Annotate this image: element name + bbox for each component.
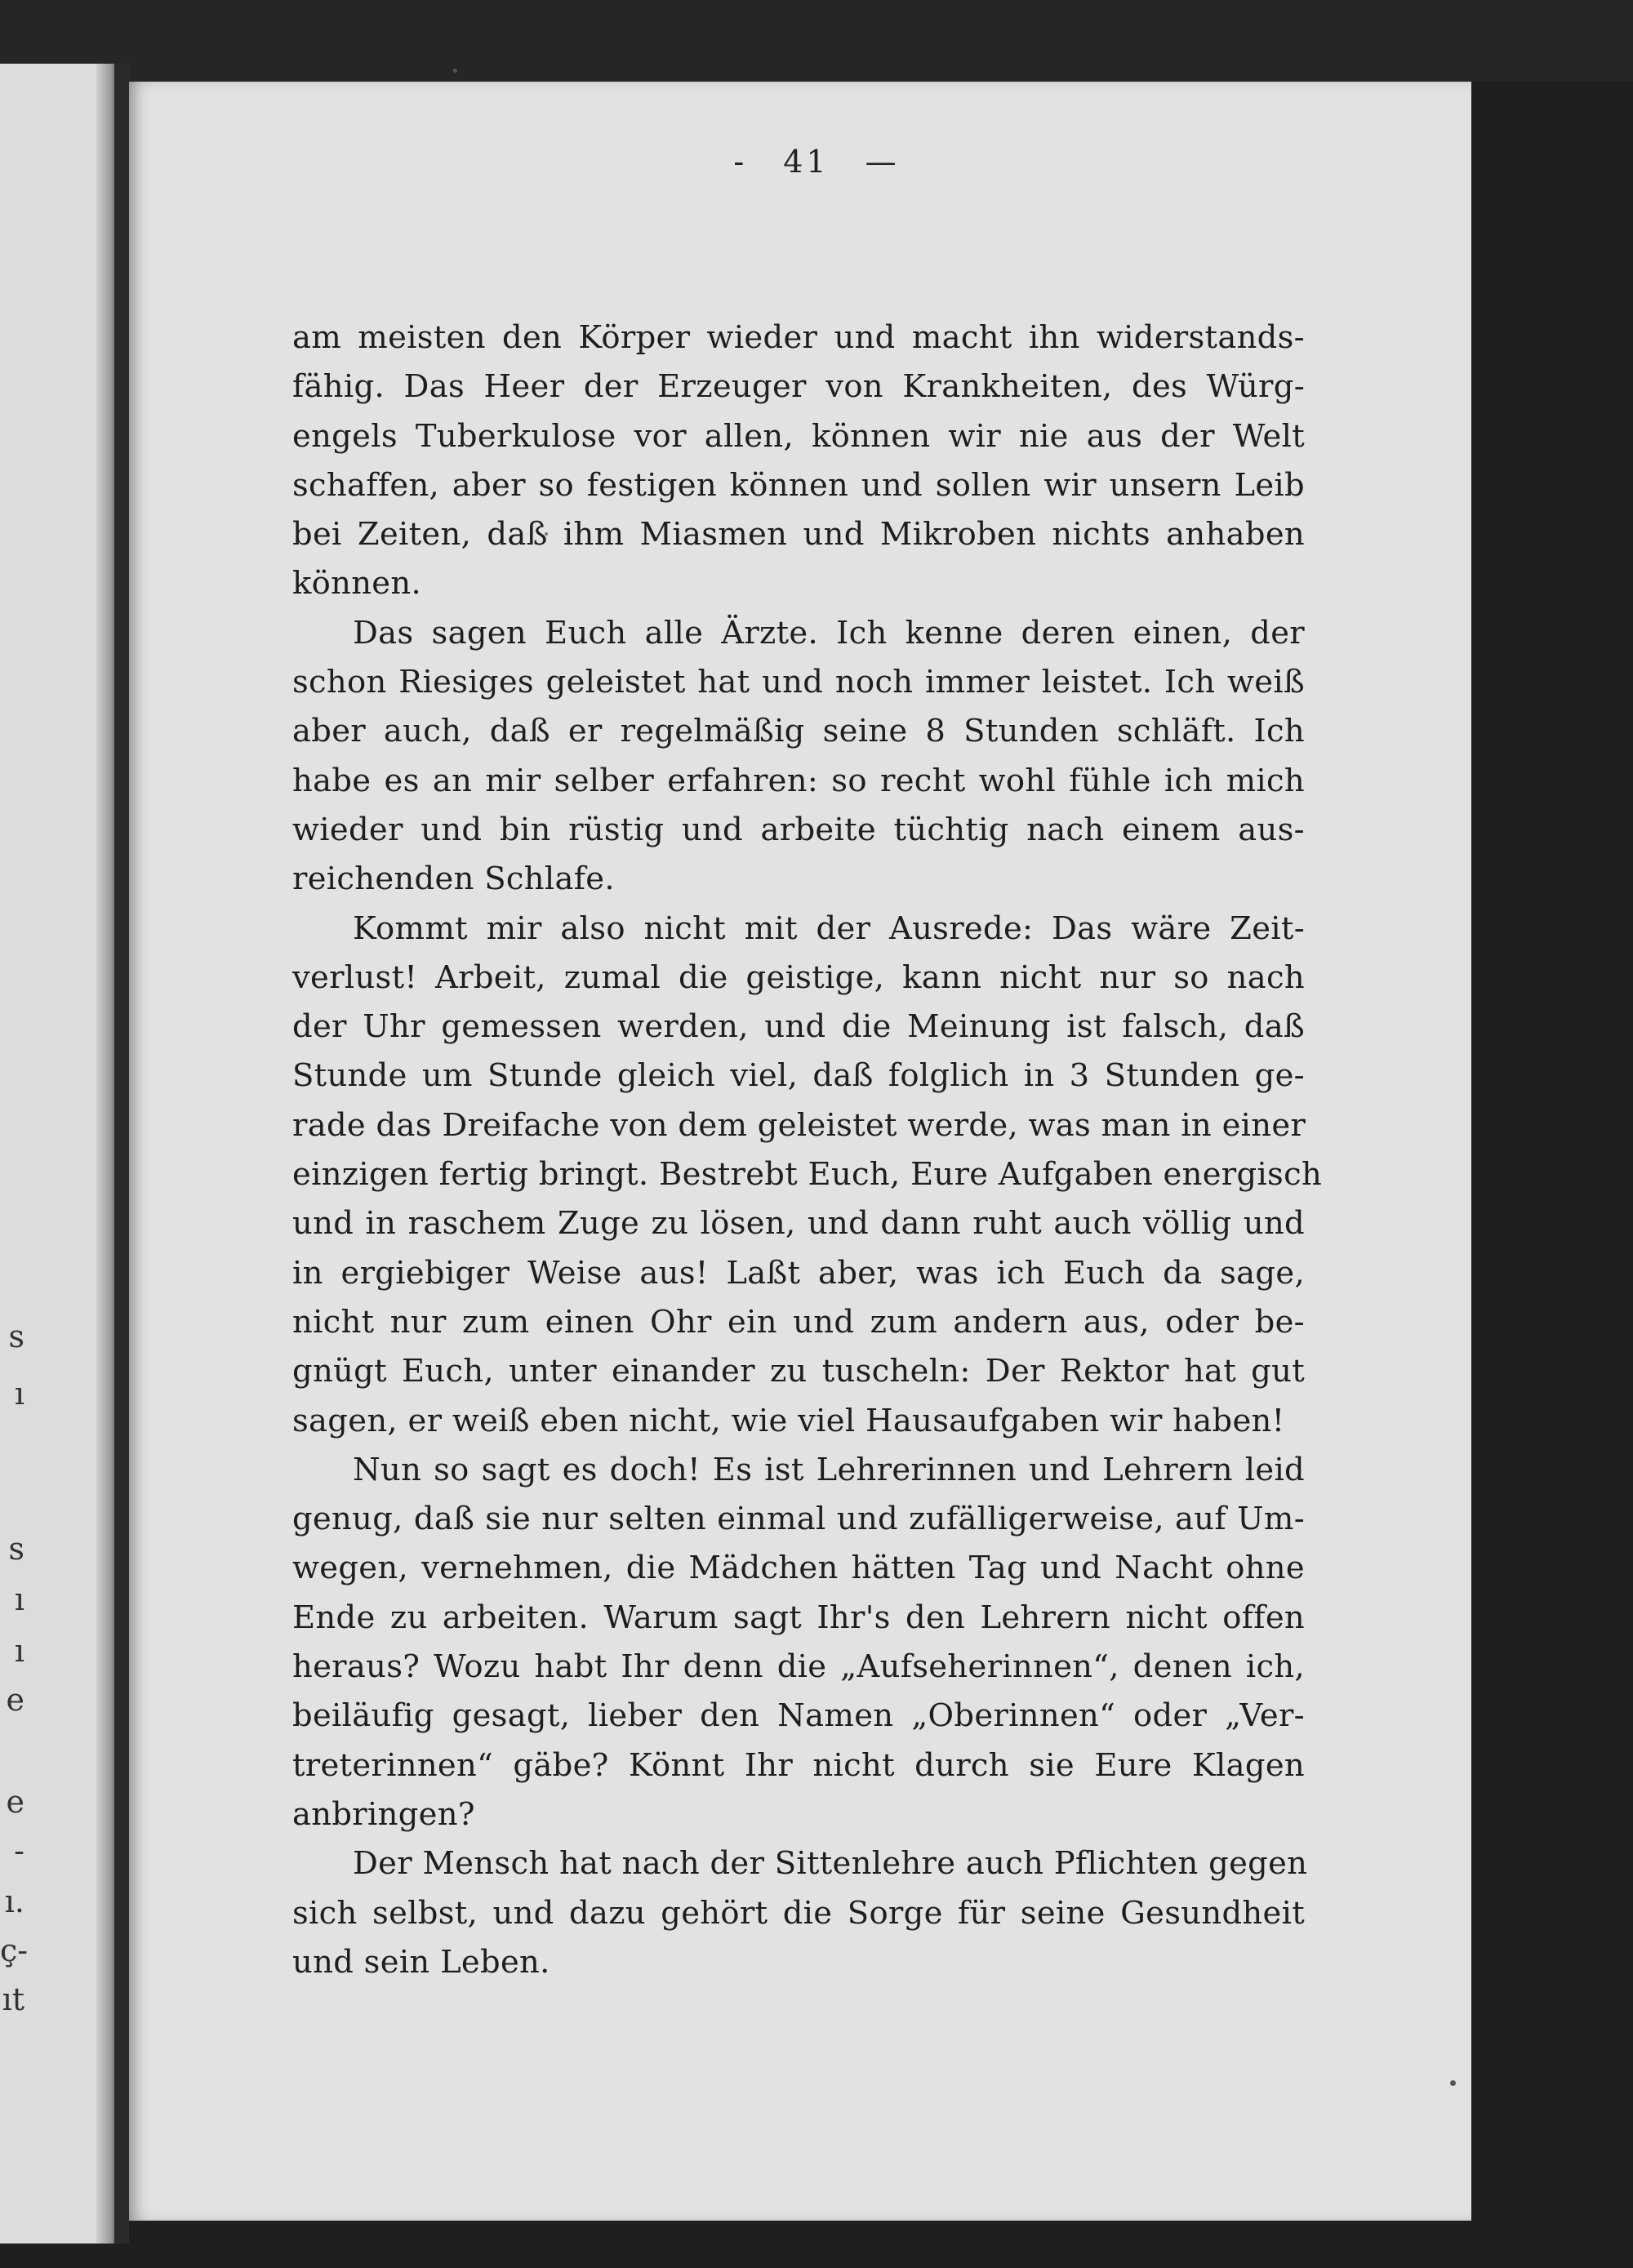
body-text [292,314,1323,1987]
edge-fragment: ıt [2,1981,24,2017]
text-line: Nun so sagt es doch! Es ist Lehrerinnen und Lehrern leid [353,1451,1305,1488]
text-line: in ergiebiger Weise aus! Laßt aber, was ich Euch da sage, [292,1254,1305,1292]
text-line: aber auch, daß er regelmäßig seine 8 Stunden schläft. Ich [292,713,1305,750]
edge-fragment: ı [14,1376,24,1412]
edge-fragment: s [8,1531,24,1567]
text-line: anbringen? [292,1795,475,1833]
text-line: gnügt Euch, unter einander zu tuscheln: Der Rektor hat gut [292,1353,1305,1390]
text-line: rade das Dreifache von dem geleistet werde, was man in einer [292,1106,1306,1144]
edge-fragment: e [6,1784,24,1820]
edge-fragment: ı [14,1581,24,1617]
text-line: wegen, vernehmen, die Mädchen hätten Tag und Nacht ohne [292,1550,1305,1587]
dust-speck [1450,2080,1456,2086]
text-line: sich selbst, und dazu gehört die Sorge für seine Gesundheit [292,1894,1305,1932]
text-line: schaffen, aber so festigen können und sollen wir unsern Leib [292,466,1305,504]
scan-background [0,0,1633,82]
edge-fragment: s [8,1319,24,1354]
text-line: habe es an mir selber erfahren: so recht wohl fühle ich mich [292,762,1305,799]
text-line: Ende zu arbeiten. Warum sagt Ihr's den Lehrern nicht offen [292,1599,1305,1636]
text-line: reichenden Schlafe. [292,861,615,898]
edge-fragment: ı [14,1633,24,1669]
text-line: beiläufig gesagt, lieber den Namen „Oberinnen“ oder „Ver- [292,1697,1305,1735]
text-line: Stunde um Stunde gleich viel, daß folglich in 3 Stunden ge- [292,1057,1305,1095]
edge-fragment: e [6,1682,24,1718]
book-gutter [114,64,129,2244]
text-line: und sein Leben. [292,1943,550,1981]
text-line: und in raschem Zuge zu lösen, und dann ruht auch völlig und [292,1205,1305,1243]
text-line: engels Tuberkulose vor allen, können wir nie aus der Welt [292,417,1305,455]
left-page-edge [0,64,108,2244]
text-line: einzigen fertig bringt. Bestrebt Euch, Eure Aufgaben energisch [292,1156,1323,1194]
text-line: Kommt mir also nicht mit der Ausrede: Das wäre Zeit- [353,909,1305,947]
text-line: am meisten den Körper wieder und macht ihn widerstands- [292,319,1305,356]
text-line: bei Zeiten, daß ihm Miasmen und Mikroben nichts anhaben [292,516,1305,554]
text-line: schon Riesiges geleistet hat und noch immer leistet. Ich weiß [292,664,1305,701]
text-line: genug, daß sie nur selten einmal und zufälligerweise, auf Um- [292,1501,1305,1538]
text-line: wieder und bin rüstig und arbeite tüchtig nach einem aus- [292,811,1305,848]
text-line: nicht nur zum einen Ohr ein und zum andern aus, oder be- [292,1303,1305,1341]
edge-fragment: ı. [4,1883,24,1919]
text-line: fähig. Das Heer der Erzeuger von Krankheiten, des Würg- [292,368,1305,406]
text-line: heraus? Wozu habt Ihr denn die „Aufseherinnen“, denen ich, [292,1648,1305,1686]
dust-speck [453,69,457,73]
page-number: - 41 — [733,144,900,180]
text-line: treterinnen“ gäbe? Könnt Ihr nicht durch sie Eure Klagen [292,1746,1305,1784]
text-line: können. [292,565,422,603]
text-line: Der Mensch hat nach der Sittenlehre auch Pflichten gegen [353,1845,1308,1883]
text-line: Das sagen Euch alle Ärzte. Ich kenne deren einen, der [353,614,1305,651]
edge-fragment: - [14,1833,24,1869]
text-line: sagen, er weiß eben nicht, wie viel Hausaufgaben wir haben! [292,1402,1285,1439]
text-line: verlust! Arbeit, zumal die geistige, kann nicht nur so nach [292,958,1305,996]
edge-fragment: ç- [0,1932,29,1968]
text-line: der Uhr gemessen werden, und die Meinung ist falsch, daß [292,1008,1305,1046]
